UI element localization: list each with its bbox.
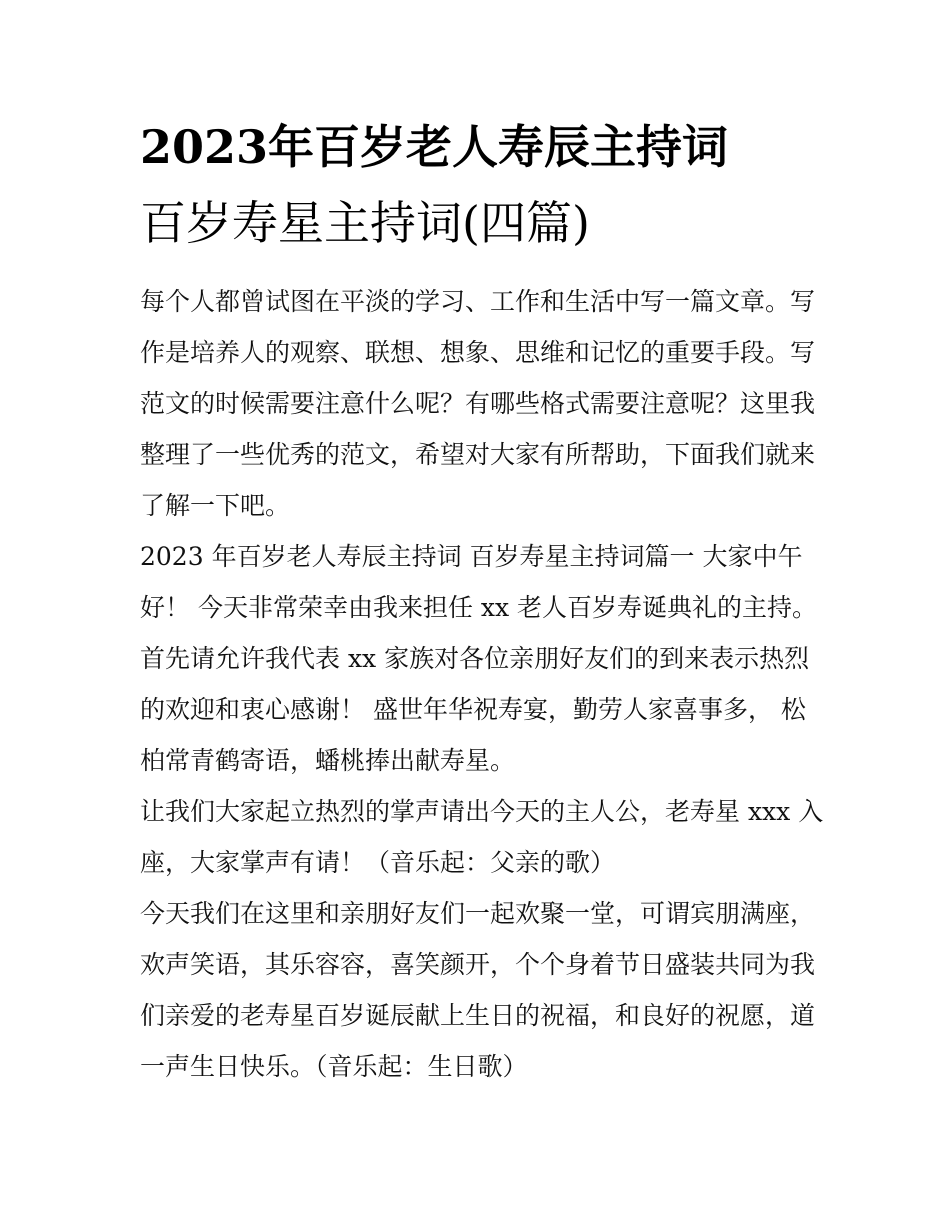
text-line: 座，大家掌声有请！（音乐起：父亲的歌） [140, 848, 616, 877]
text-line: 作是培养人的观察、联想、想象、思维和记忆的重要手段。写 [140, 338, 816, 367]
paragraph-invite [140, 786, 824, 888]
text-line: 2023 年百岁老人寿辰主持词 百岁寿星主持词篇一 大家中午 [140, 542, 803, 571]
document-title: 2023年百岁老人寿辰主持词 [140, 120, 729, 174]
text-line: 一声生日快乐。（音乐起：生日歌） [140, 1052, 528, 1081]
text-line: 每个人都曾试图在平淡的学习、工作和生活中写一篇文章。写 [140, 287, 816, 316]
text-line: 今天我们在这里和亲朋好友们一起欢聚一堂，可谓宾朋满座， [140, 899, 816, 928]
text-line: 首先请允许我代表 xx 家族对各位亲朋好友们的到来表示热烈 [140, 644, 810, 673]
text-line: 们亲爱的老寿星百岁诞辰献上生日的祝福，和良好的祝愿，道 [140, 1001, 816, 1030]
text-line: 的欢迎和衷心感谢！ 盛世年华祝寿宴，勤劳人家喜事多， 松 [140, 695, 806, 724]
text-line: 范文的时候需要注意什么呢？有哪些格式需要注意呢？这里我 [140, 389, 816, 418]
text-line: 了解一下吧。 [140, 491, 291, 520]
text-line: 柏常青鹤寄语，蟠桃捧出献寿星。 [140, 746, 516, 775]
paragraph-celebration [140, 888, 820, 1092]
paragraph-opening [140, 531, 820, 786]
text-line: 整理了一些优秀的范文，希望对大家有所帮助，下面我们就来 [140, 440, 816, 469]
document-subtitle: 百岁寿星主持词(四篇) [140, 196, 590, 250]
text-line: 欢声笑语，其乐容容，喜笑颜开，个个身着节日盛装共同为我 [140, 950, 816, 979]
paragraph-intro [140, 276, 820, 531]
document-body [140, 276, 824, 1092]
text-line: 好！ 今天非常荣幸由我来担任 xx 老人百岁寿诞典礼的主持。 [140, 593, 818, 622]
text-line: 让我们大家起立热烈的掌声请出今天的主人公，老寿星 xxx 入 [140, 797, 824, 826]
